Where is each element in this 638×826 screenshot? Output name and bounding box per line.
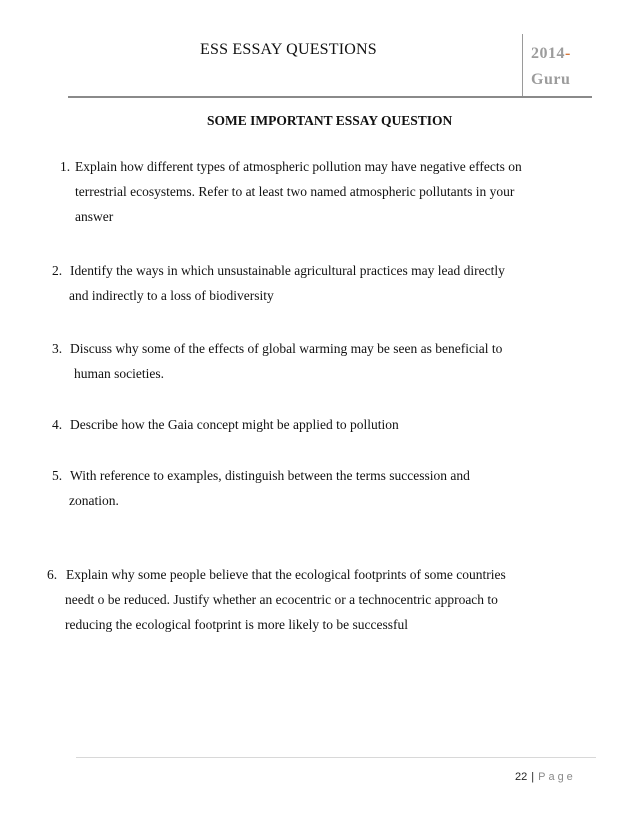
header-year-dash: - bbox=[565, 45, 571, 62]
question-text-line: Explain why some people believe that the ecological footprints of some countries bbox=[66, 567, 506, 582]
question-text-line: answer bbox=[75, 209, 114, 224]
header-divider-vertical bbox=[522, 34, 523, 96]
question-number: 3. bbox=[52, 341, 63, 356]
question-item-2 bbox=[52, 258, 505, 308]
document-header-title: ESS ESSAY QUESTIONS bbox=[200, 41, 377, 58]
page-footer bbox=[515, 771, 576, 783]
header-year: 2014 bbox=[531, 45, 565, 62]
question-text-line: needt o be reduced. Justify whether an ecocentric or a technocentric approach to bbox=[65, 592, 498, 607]
question-text-line: reducing the ecological footprint is more likely to be successful bbox=[65, 617, 409, 632]
question-number: 5. bbox=[52, 468, 63, 483]
question-item-6 bbox=[47, 562, 506, 637]
question-text-line: Identify the ways in which unsustainable agricultural practices may lead directly bbox=[70, 263, 505, 278]
question-item-5 bbox=[52, 463, 470, 513]
question-item-3 bbox=[52, 336, 502, 386]
question-text-line: zonation. bbox=[69, 493, 119, 508]
question-text-line: terrestrial ecosystems. Refer to at least two named atmospheric pollutants in your bbox=[75, 184, 515, 199]
question-number: 6. bbox=[47, 567, 58, 582]
page-label: Page bbox=[538, 771, 576, 783]
header-divider-horizontal bbox=[68, 96, 592, 98]
page-heading: SOME IMPORTANT ESSAY QUESTION bbox=[207, 113, 453, 128]
header-year-author bbox=[531, 41, 571, 93]
page-number: 22 bbox=[515, 771, 528, 783]
question-number: 4. bbox=[52, 417, 63, 432]
question-text-line: human societies. bbox=[74, 366, 164, 381]
footer-divider bbox=[76, 757, 596, 758]
question-item-1 bbox=[60, 154, 522, 229]
footer-separator: | bbox=[531, 771, 535, 783]
question-text-line: Discuss why some of the effects of global warming may be seen as beneficial to bbox=[70, 341, 503, 356]
question-text-line: With reference to examples, distinguish between the terms succession and bbox=[70, 468, 470, 483]
question-number: 2. bbox=[52, 263, 63, 278]
question-text-line: Explain how different types of atmospheric pollution may have negative effects on bbox=[75, 159, 522, 174]
question-number: 1. bbox=[60, 159, 71, 174]
question-text-line: and indirectly to a loss of biodiversity bbox=[69, 288, 274, 303]
question-text-line: Describe how the Gaia concept might be applied to pollution bbox=[70, 417, 399, 432]
header-author: Guru bbox=[531, 71, 571, 88]
question-item-4 bbox=[52, 412, 399, 437]
